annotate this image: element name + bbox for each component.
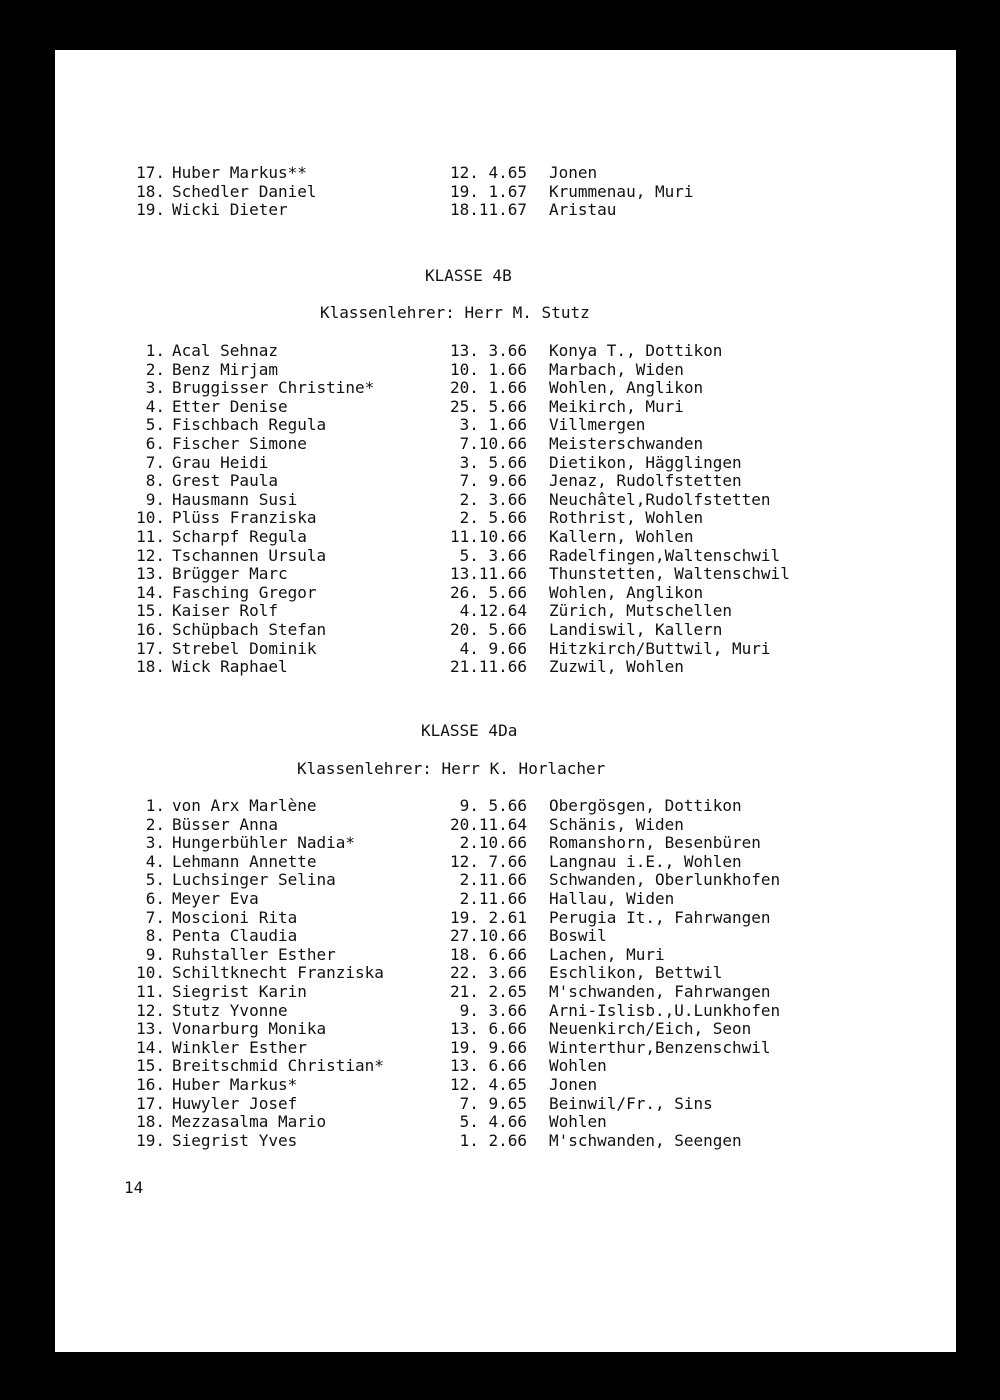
student-number: 10. [136, 963, 165, 983]
student-number: 17. [136, 163, 165, 182]
student-row [55, 1001, 956, 1020]
student-number: 18. [136, 1112, 165, 1132]
page-number: 14 [124, 1178, 144, 1197]
birth-date: 3. 5.66 [459, 452, 527, 472]
student-number: 12. [136, 545, 165, 565]
student-name: Siegrist Yves [172, 1130, 298, 1150]
student-row [55, 982, 956, 1001]
student-number: 9. [145, 944, 165, 964]
student-name: Wicki Dieter [172, 200, 288, 220]
student-number: 6. [145, 889, 165, 908]
student-number: 18. [136, 657, 165, 677]
birth-date: 18.11.67 [449, 200, 527, 220]
place: Krummenau, Muri [549, 181, 694, 201]
place: Wohlen [549, 1056, 607, 1076]
student-number: 15. [136, 1056, 165, 1076]
place: Meikirch, Muri [549, 396, 684, 416]
birth-date: 2.10.66 [459, 833, 527, 853]
birth-date: 2. 5.66 [459, 508, 527, 528]
place: Jonen [549, 163, 598, 182]
student-number: 1. [145, 796, 165, 815]
place: Perugia It., Fahrwangen [549, 907, 771, 927]
student-row [55, 601, 956, 620]
student-name: Scharpf Regula [172, 527, 307, 546]
birth-date: 7. 9.66 [459, 471, 527, 491]
place: Beinwil/Fr., Sins [549, 1093, 713, 1113]
birth-date: 3. 1.66 [459, 415, 527, 435]
student-name: Grau Heidi [172, 452, 269, 472]
student-row [55, 434, 956, 453]
birth-date: 26. 5.66 [449, 582, 527, 602]
birth-date: 13. 6.66 [449, 1056, 527, 1076]
student-name: Tschannen Ursula [172, 545, 327, 565]
student-name: Benz Mirjam [172, 359, 278, 379]
student-number: 17. [136, 1093, 165, 1113]
student-row [55, 945, 956, 964]
place: Zuzwil, Wohlen [549, 657, 684, 677]
student-row [55, 852, 956, 871]
student-row [55, 527, 956, 546]
student-number: 11. [136, 982, 165, 1001]
student-name: Strebel Dominik [172, 638, 317, 658]
birth-date: 21.11.66 [449, 657, 527, 677]
birth-date: 13.11.66 [449, 564, 527, 584]
student-name: Etter Denise [172, 396, 288, 416]
student-number: 7. [145, 907, 165, 927]
birth-date: 19. 1.67 [449, 181, 527, 201]
birth-date: 12. 4.65 [449, 1075, 527, 1094]
birth-date: 7. 9.65 [459, 1093, 527, 1113]
place: Villmergen [549, 415, 646, 435]
student-number: 11. [136, 527, 165, 546]
student-row [55, 508, 956, 527]
birth-date: 2.11.66 [459, 870, 527, 890]
place: Wohlen [549, 1112, 607, 1132]
student-number: 1. [145, 341, 165, 360]
student-number: 7. [145, 452, 165, 472]
class-4da-title: KLASSE 4Da [421, 721, 518, 740]
birth-date: 20. 5.66 [449, 620, 527, 639]
place: Radelfingen,Waltenschwil [549, 545, 781, 565]
birth-date: 12. 7.66 [449, 851, 527, 871]
place: Dietikon, Hägglingen [549, 452, 742, 472]
student-number: 14. [136, 582, 165, 602]
place: Wohlen, Anglikon [549, 582, 704, 602]
student-row [55, 1056, 956, 1075]
student-number: 19. [136, 1130, 165, 1150]
student-row [55, 796, 956, 815]
student-number: 10. [136, 508, 165, 528]
student-name: Wick Raphael [172, 657, 288, 677]
student-row [55, 471, 956, 490]
student-name: Fischbach Regula [172, 415, 327, 435]
birth-date: 2.11.66 [459, 889, 527, 908]
place: Neuchâtel,Rudolfstetten [549, 489, 771, 509]
student-number: 15. [136, 601, 165, 621]
student-name: Winkler Esther [172, 1037, 307, 1057]
student-name: Kaiser Rolf [172, 601, 278, 621]
class-4b-title: KLASSE 4B [425, 266, 512, 285]
birth-date: 11.10.66 [449, 527, 527, 546]
student-name: Vonarburg Monika [172, 1019, 327, 1039]
student-name: Ruhstaller Esther [172, 944, 336, 964]
student-row [55, 1038, 956, 1057]
student-row [55, 415, 956, 434]
student-name: Büsser Anna [172, 814, 278, 834]
student-name: Huwyler Josef [172, 1093, 298, 1113]
student-row [55, 583, 956, 602]
place: Winterthur,Benzenschwil [549, 1037, 771, 1057]
student-name: Mezzasalma Mario [172, 1112, 327, 1132]
student-name: Meyer Eva [172, 889, 259, 908]
birth-date: 19. 2.61 [449, 907, 527, 927]
student-row [55, 963, 956, 982]
birth-date: 19. 9.66 [449, 1037, 527, 1057]
place: Boswil [549, 926, 607, 946]
student-row [55, 163, 956, 182]
place: Lachen, Muri [549, 944, 665, 964]
student-name: Schüpbach Stefan [172, 620, 327, 639]
birth-date: 25. 5.66 [449, 396, 527, 416]
student-row [55, 378, 956, 397]
student-row [55, 1112, 956, 1131]
student-row [55, 889, 956, 908]
student-number: 18. [136, 181, 165, 201]
student-row [55, 815, 956, 834]
student-name: Plüss Franziska [172, 508, 317, 528]
student-name: Moscioni Rita [172, 907, 298, 927]
student-name: Penta Claudia [172, 926, 298, 946]
student-number: 12. [136, 1000, 165, 1020]
birth-date: 5. 4.66 [459, 1112, 527, 1132]
student-row [55, 639, 956, 658]
place: Langnau i.E., Wohlen [549, 851, 742, 871]
student-name: Bruggisser Christine* [172, 378, 375, 398]
student-row [55, 657, 956, 676]
student-row [55, 564, 956, 583]
birth-date: 5. 3.66 [459, 545, 527, 565]
birth-date: 9. 3.66 [459, 1000, 527, 1020]
student-name: Lehmann Annette [172, 851, 317, 871]
birth-date: 10. 1.66 [449, 359, 527, 379]
student-name: Hungerbühler Nadia* [172, 833, 356, 853]
birth-date: 12. 4.65 [449, 163, 527, 182]
place: Schwanden, Oberlunkhofen [549, 870, 781, 890]
student-name: Brügger Marc [172, 564, 288, 584]
student-row [55, 833, 956, 852]
place: Schänis, Widen [549, 814, 684, 834]
student-number: 4. [145, 851, 165, 871]
birth-date: 9. 5.66 [459, 796, 527, 815]
student-name: Grest Paula [172, 471, 278, 491]
birth-date: 21. 2.65 [449, 982, 527, 1001]
student-row [55, 360, 956, 379]
place: Zürich, Mutschellen [549, 601, 733, 621]
student-number: 16. [136, 1075, 165, 1094]
student-number: 3. [145, 833, 165, 853]
place: Hallau, Widen [549, 889, 675, 908]
student-row [55, 182, 956, 201]
student-row [55, 1019, 956, 1038]
place: Obergösgen, Dottikon [549, 796, 742, 815]
place: Aristau [549, 200, 617, 220]
student-number: 5. [145, 870, 165, 890]
place: Wohlen, Anglikon [549, 378, 704, 398]
student-row [55, 1094, 956, 1113]
student-number: 6. [145, 434, 165, 453]
student-row [55, 341, 956, 360]
student-number: 17. [136, 638, 165, 658]
place: M'schwanden, Fahrwangen [549, 982, 771, 1001]
student-name: Huber Markus* [172, 1075, 298, 1094]
student-name: Acal Sehnaz [172, 341, 278, 360]
place: Jonen [549, 1075, 598, 1094]
student-row [55, 1075, 956, 1094]
place: Kallern, Wohlen [549, 527, 694, 546]
birth-date: 4. 9.66 [459, 638, 527, 658]
place: Thunstetten, Waltenschwil [549, 564, 790, 584]
student-number: 9. [145, 489, 165, 509]
place: Romanshorn, Besenbüren [549, 833, 761, 853]
student-name: von Arx Marlène [172, 796, 317, 815]
document-page [55, 50, 956, 1352]
birth-date: 20. 1.66 [449, 378, 527, 398]
student-row [55, 546, 956, 565]
student-name: Breitschmid Christian* [172, 1056, 384, 1076]
place: Neuenkirch/Eich, Seon [549, 1019, 752, 1039]
place: Marbach, Widen [549, 359, 684, 379]
place: Jenaz, Rudolfstetten [549, 471, 742, 491]
birth-date: 4.12.64 [459, 601, 527, 621]
student-number: 13. [136, 1019, 165, 1039]
birth-date: 22. 3.66 [449, 963, 527, 983]
place: Eschlikon, Bettwil [549, 963, 723, 983]
place: Rothrist, Wohlen [549, 508, 704, 528]
birth-date: 1. 2.66 [459, 1130, 527, 1150]
student-name: Huber Markus** [172, 163, 307, 182]
student-number: 14. [136, 1037, 165, 1057]
student-number: 13. [136, 564, 165, 584]
class-4b-teacher: Klassenlehrer: Herr M. Stutz [320, 303, 590, 322]
place: Konya T., Dottikon [549, 341, 723, 360]
place: Landiswil, Kallern [549, 620, 723, 639]
place: M'schwanden, Seengen [549, 1130, 742, 1150]
birth-date: 27.10.66 [449, 926, 527, 946]
student-number: 8. [145, 471, 165, 491]
student-row [55, 490, 956, 509]
student-row [55, 200, 956, 219]
student-row [55, 397, 956, 416]
student-number: 5. [145, 415, 165, 435]
student-name: Fischer Simone [172, 434, 307, 453]
student-number: 3. [145, 378, 165, 398]
student-number: 2. [145, 814, 165, 834]
birth-date: 7.10.66 [459, 434, 527, 453]
student-number: 2. [145, 359, 165, 379]
student-name: Fasching Gregor [172, 582, 317, 602]
birth-date: 18. 6.66 [449, 944, 527, 964]
student-row [55, 453, 956, 472]
student-row [55, 908, 956, 927]
student-row [55, 620, 956, 639]
student-row [55, 926, 956, 945]
birth-date: 2. 3.66 [459, 489, 527, 509]
student-name: Schiltknecht Franziska [172, 963, 384, 983]
student-name: Stutz Yvonne [172, 1000, 288, 1020]
birth-date: 20.11.64 [449, 814, 527, 834]
student-number: 8. [145, 926, 165, 946]
student-name: Hausmann Susi [172, 489, 298, 509]
student-name: Schedler Daniel [172, 181, 317, 201]
student-number: 4. [145, 396, 165, 416]
student-row [55, 1131, 956, 1150]
birth-date: 13. 6.66 [449, 1019, 527, 1039]
birth-date: 13. 3.66 [449, 341, 527, 360]
place: Meisterschwanden [549, 434, 704, 453]
student-name: Luchsinger Selina [172, 870, 336, 890]
student-name: Siegrist Karin [172, 982, 307, 1001]
place: Arni-Islisb.,U.Lunkhofen [549, 1000, 781, 1020]
student-number: 19. [136, 200, 165, 220]
student-row [55, 870, 956, 889]
class-4da-teacher: Klassenlehrer: Herr K. Horlacher [297, 759, 606, 778]
place: Hitzkirch/Buttwil, Muri [549, 638, 771, 658]
student-number: 16. [136, 620, 165, 639]
